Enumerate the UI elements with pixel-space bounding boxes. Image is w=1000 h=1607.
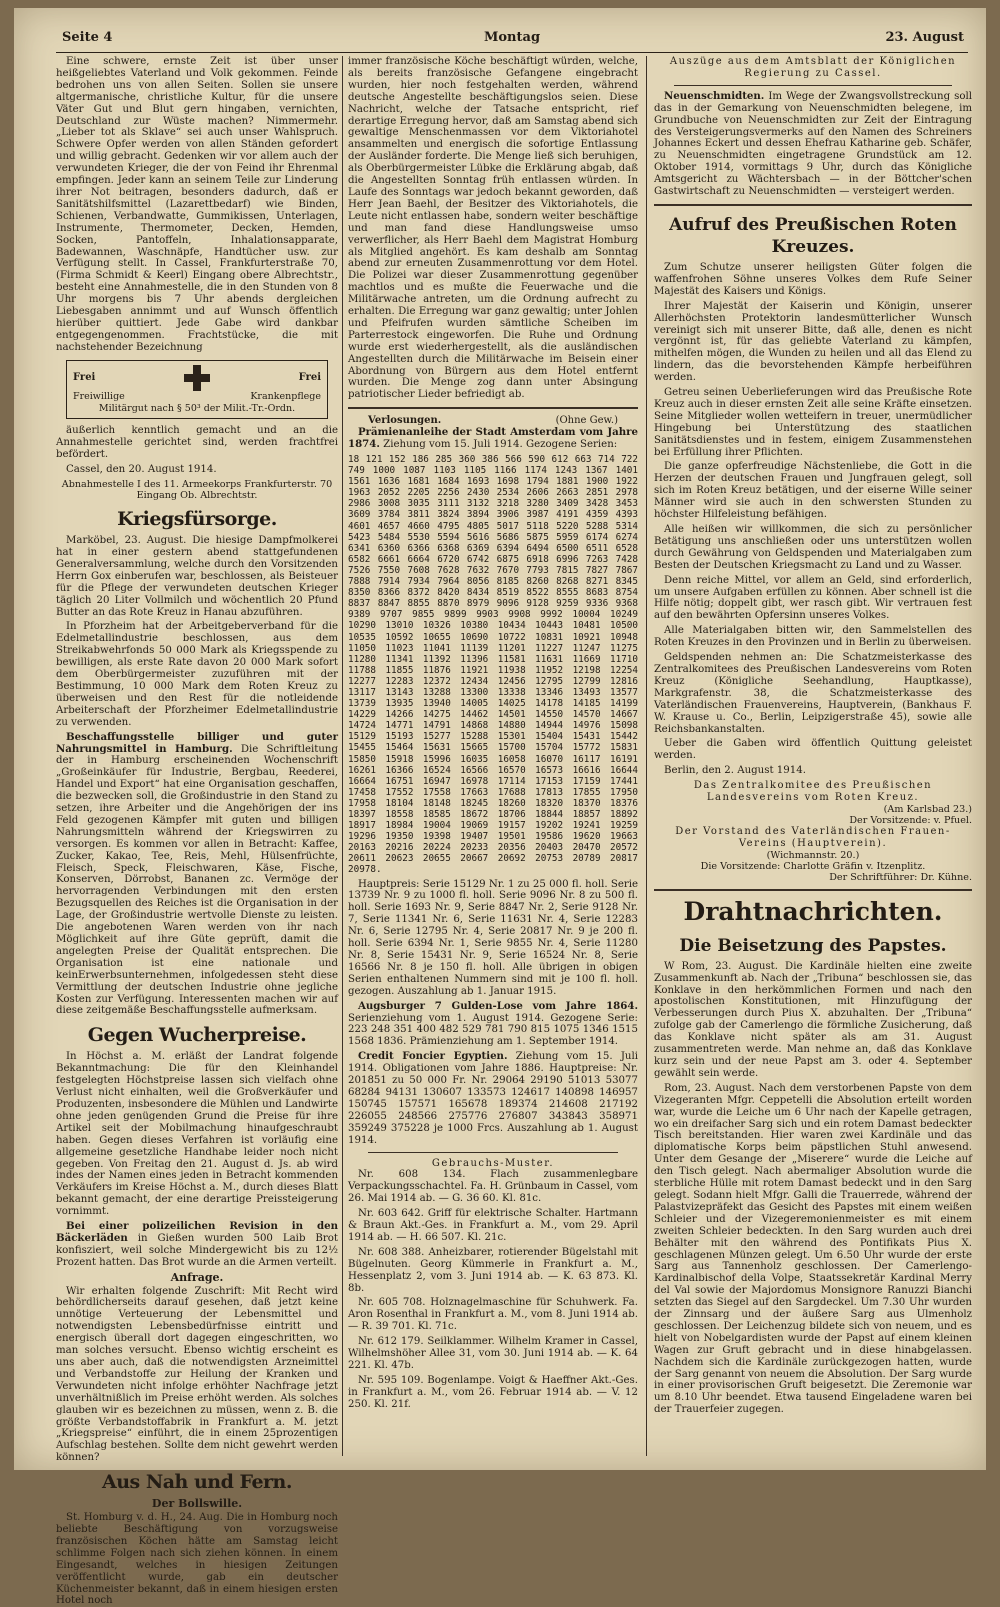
paragraph: Die Schriftleitung der in Hamburg erscheinenden Wochenschrift „Großeinkäufer für Industrie, Bergbau, Reederei, Handel und Export“ hat eine Organisation geschaffen, die bezwecken soll, die Großindustrie in den Stand zu setzen, ihre Arbeiter und die Angehörigen der ins Feld gezogenen Kämpfer mit guten und billigen Nahrungsmitteln während der Kriegswirren zu versorgen. Es kommen vor allen in Betracht: Kaffee, Zucker, Kakao, Tee, Reis, Mehl, Hülsenfrüchte, Fleisch, Speck, Fleischwaren, Käse, Fische, Konserven, Dörrobst, Bananen zc. Vermöge der hervorragenden Verbindungen mit den ersten Bezugsquellen des Reiches ist die Organisation in der Lage, der Großindustrie wertvolle Dienste zu leisten. Die angebotenen Waren werden von ihr nach Möglichkeit auf ihre Güte geprüft, damit die angelegten Preise der Qualität entsprechen. Die Organisation ist eine nationale und keinErwerbsunternehmen, infolgedessen steht diese Vermittlung der deutschen Industrie ohne jegliche Kosten zur Verfügung. Interessenten machen wir auf diese zeitgemäße Beschaffungsstelle aufmerksam.: [56, 743, 338, 1017]
paragraph: in Gießen wurden 500 Laib Brot konfisziert, weil solche Mindergewicht bis zu 12½ Prozent hatten. Das Brot wurde an die Armen verteilt.: [56, 1232, 338, 1268]
paragraph: W Rom, 23. August. Die Kardinäle hielten eine zweite Zusammenkunft ab. Nach der „Tribuna“ beschlossen sie, das Konklave in den herkömmlichen Formen und nach den apostolischen Konstitutionen, mit Hinzufügung der Verbesserungen durch Pius X. abzuhalten. Der „Tribuna“ zufolge gab der Camerlengo die förmliche Zusicherung, daß das Konklave nicht später als am 31. August zusammentreten werde. Man nehme an, daß das Konklave kurz sein und der neue Papst am 3. oder 4. September gewählt sein werde.: [654, 960, 972, 1079]
verlosungen-title: Verlosungen.: [368, 415, 442, 427]
column-divider: [646, 56, 647, 1456]
header-rule: [56, 52, 968, 53]
section-heading: Regierung zu Cassel.: [744, 67, 882, 79]
lottery-heading: Augsburger 7 Gulden-Lose vom Jahre 1864.: [358, 999, 638, 1012]
paragraph-head: Beschaffungsstelle billiger und guter Nahrungsmittel in Hamburg.: [56, 730, 338, 755]
signature-line: Landesvereins vom Roten Kreuz.: [706, 792, 920, 804]
signature-line: Die Vorsitzende: Charlotte Gräfin v. Itzenplitz.: [700, 860, 926, 872]
column-divider: [342, 56, 343, 1456]
paragraph: In Pforzheim hat der Arbeitgeberverband für die Edelmetallindustrie beschlossen, aus dem Streikabwehrfonds 50 000 Mark als Kriegsspende zu bewilligen, als erste Rate davon 20 000 Mark sofort dem Oberbürgermeister zuzuführen mit der Bestimmung, 10 000 Mark dem Roten Kreuz zu überweisen und den Rest für die notleidende Arbeiterschaft der Pforzheimer Edelmetallindustrie zu verwenden.: [56, 621, 338, 728]
paragraph: Geldspenden nehmen an: Die Schatzmeisterkasse des Zentralkomitees des Preußischen Landesvereins vom Roten Kreuz (Königliche Seehandlung, Hauptkasse), Markgrafenstr. 38, die Schatzmeisterkasse des Vaterländischen Frauenvereins, Hauptverein, (Bankhaus F. W. Krause u. Co., Berlin, Leipzigerstraße 45), sowie alle Reichsbankanstalten.: [654, 652, 972, 735]
column-1: [56, 56, 338, 1607]
list-item: Nr. 605 708. Holznagelmaschine für Schuhwerk. Fa. Aron Rosenthal in Frankfurt a. M., vom 8. Juni 1914 ab. — R. 39 701. Kl. 71c.: [348, 1297, 638, 1333]
signature-line: Der Vorstand des Vaterländischen Frauen-: [675, 825, 951, 837]
paragraph: Ihrer Majestät der Kaiserin und Königin, unserer Allerhöchsten Protektorin landesmütterlicher Wunsch vereinigt sich mit unserer Bitte, daß alle, denen es nicht vergönnt ist, für das geliebte Vaterland zu kämpfen, mithelfen mögen, die Wunden zu heilen und all das Elend zu lindern, das die bevorstehenden Kämpfe herbeiführen werden.: [654, 300, 972, 384]
page-header: [14, 8, 986, 45]
box-right-label: Krankenpflege: [250, 390, 321, 402]
subheading: Anfrage.: [170, 1270, 224, 1284]
newspaper-page: [14, 8, 986, 1607]
divider: [674, 85, 952, 86]
divider: [654, 889, 972, 891]
paragraph: Hauptpreis: Serie 15129 Nr. 1 zu 25 000 fl. holl. Serie 13739 Nr. 9 zu 1000 fl. holl. Serie 9096 Nr. 8 zu 500 fl. holl. Serie 1693 Nr. 9, Serie 8847 Nr. 2, Serie 9128 Nr. 7, Serie 11341 Nr. 6, Serie 11631 Nr. 4, Serie 12283 Nr. 6, Serie 12795 Nr. 4, Serie 20817 Nr. 9 je 200 fl. holl. Serie 6394 Nr. 1, Serie 9855 Nr. 4, Serie 11280 Nr. 8, Serie 15431 Nr. 9, Serie 16524 Nr. 8, Serie 16566 Nr. 8 je 150 fl. holl. Alle übrigen in obigen Serien enthaltenen Nummern sind mit je 100 fl. holl. gezogen. Auszahlung ab 1. Januar 1915.: [348, 878, 638, 997]
header-day: Montag: [484, 30, 541, 45]
paragraph: Marköbel, 23. August. Die hiesige Dampfmolkerei hat in einer gestern abend stattgefundenen Generalversammlung, welche durch den Vorsitzenden Herrn Gox einberufen war, beschlossen, als Beisteuer für die Pflege der verwundeten deutschen Krieger täglich 20 Liter Vollmilch und wöchentlich 20 Pfund Butter an das Rote Kreuz in Hanau abzuführen.: [56, 535, 338, 618]
paragraph-head: Neuenschmidten.: [664, 89, 765, 102]
lottery-intro: Ziehung vom 15. Juli 1914. Gezogene Serien:: [383, 439, 618, 451]
list-item: Nr. 608 134. Flach zusammenlegbare Verpackungsschachtel. Fa. H. Grünbaum in Cassel, vom 26. Mai 1914 ab. — G. 36 60. Kl. 81c.: [348, 1169, 638, 1205]
header-date: 23. August: [885, 30, 964, 45]
section-heading: Auszüge aus dem Amtsblatt der Königlichen: [669, 56, 957, 67]
paragraph: Alle heißen wir willkommen, die sich zu persönlicher Betätigung uns anschließen oder uns unterstützen wollen durch Gewährung von Geldspenden und Materialgaben zum Besten der Deutschen Kriegsmacht zu Land und zu Wasser.: [654, 524, 972, 571]
lottery-heading: Credit Foncier Egyptien.: [358, 1050, 508, 1063]
lottery-heading: Prämienanleihe der Stadt Amsterdam vom Jahre 1874.: [348, 426, 638, 451]
header-page-number: Seite 4: [62, 30, 113, 45]
section-heading: Aus Nah und Fern.: [102, 1471, 292, 1494]
divider: [348, 407, 638, 409]
signature-line: Eingang Ob. Albrechtstr.: [136, 490, 258, 502]
signature-line: Das Zentralkomitee des Preußischen: [693, 780, 933, 792]
verlosungen-note: (Ohne Gew.): [555, 415, 618, 427]
signature-line: (Wichmannstr. 20.): [766, 849, 860, 861]
section-heading: Drahtnachrichten.: [683, 896, 943, 926]
box-left-label: Freiwillige: [73, 390, 125, 402]
section-heading: Gebrauchs-Muster.: [431, 1157, 555, 1169]
column-3: [654, 56, 972, 1460]
divider: [368, 1152, 618, 1153]
paragraph: In Höchst a. M. erläßt der Landrat folgende Bekanntmachung: Die für den Kleinhandel festgelegten Höchstpreise lassen sich vielfach ohne Verlust nicht einhalten, weil die Großverkäufer und Produzenten, insbesondere die Mühlen und Landwirte ohne jeden genügenden Grund die Preise für ihre Artikel seit der Mobilmachung hinaufgeschraubt haben. Gegen dieses Verfahren ist vorläufig eine allgemeine gesetzliche Handhabe leider noch nicht gegeben. Von Freitag den 21. August d. Js. ab wird indes der Namen eines jeden in Betracht kommenden Verkäufers im Kreise Höchst a. M., durch dieses Blatt bekannt gemacht, der eine derartige Preissteigerung vornimmt.: [56, 1051, 338, 1218]
paragraph: äußerlich kenntlich gemacht und an die Annahmestelle gerichtet sind, werden frachtfrei befördert.: [56, 425, 338, 461]
paragraph-head: Bei einer polizeilichen Revision in den Bäckerläden: [56, 1220, 338, 1244]
signature-line: Der Vorsitzende: v. Pfuel.: [849, 814, 972, 826]
red-cross-icon: [184, 365, 210, 391]
appeal-text: Eine schwere, ernste Zeit ist über unser heißgeliebtes Vaterland und Volk gekommen. Feinde bedrohen uns von allen Seiten. Sollen sie unsere altgermanische, christliche Kultur, für die unsere Väter Gut und Blut gern hingaben, vernichten, Deutschland zur Wüste machen? Nimmermehr. „Lieber tot als Sklave“ sei auch unser Wahlspruch. Schwere Opfer werden von allen Ständen gefordert und willig gebracht. Gedenken wir vor allem auch der verwundeten Krieger, die der von Feind ihr Ehrenmal empfingen. Jeder kann an seinem Teile zur Linderung ihrer Not beitragen, besonders dadurch, daß er Sanitätshilfsmittel (Lazarettbedarf) wie Binden, Schienen, Verbandwatte, Gummikissen, Unterlagen, Instrumente, Thermometer, Decken, Hemden, Socken, Pantoffeln, Inhalationsapparate, Badewannen, Waschnäpfe, Handtücher usw. zur Verfügung stellt. In Cassel, Frankfurterstraße 70, (Firma Schmidt & Keerl) Eingang obere Albrechtstr., besteht eine Annahmestelle, die in den Stunden von 8 Uhr morgens bis 7 Uhr abends dergleichen Liebesgaben annimmt und auf Wunsch öffentlich hierüber quittiert. Jede Gabe wird dankbar entgegengenommen. Frachtstücke, die mit nachstehender Bezeichnung: [56, 56, 338, 353]
paragraph: Die ganze opferfreudige Nächstenliebe, die Gott in die Herzen der deutschen Frauen und Jungfrauen gelegt, soll sich im Roten Kreuz betätigen, und der eiserne Wille seiner Männer wird sie auch in den schwersten Stunden zu höchster Hilfeleistung befähigen.: [654, 461, 972, 521]
paragraph: Ueber die Gaben wird öffentlich Quittung geleistet werden.: [654, 738, 972, 762]
paragraph: Alle Materialgaben bitten wir, den Sammelstellen des Roten Kreuzes in den Provinzen und in Berlin zu überweisen.: [654, 625, 972, 649]
paragraph: Denn reiche Mittel, vor allem an Geld, sind erforderlich, um unsere Aufgaben erfüllen zu können. Aber schnell ist die Hilfe nötig; doppelt gibt, wer rasch gibt. Wir vertrauen fest auf den bewährten Opfersinn unseres Volkes.: [654, 574, 972, 622]
paragraph: Getreu seinen Ueberlieferungen wird das Preußische Rote Kreuz auch in dieser ernsten Zeit alle seine Kräfte einsetzen. Seine Mitglieder wollen wetteifern in treuer, unermüdlicher Hingebung bei Unterstützung des staatlichen Sanitätsdienstes und in festem, einigem Zusammenstehen bei Erfüllung ihrer Pflichten.: [654, 387, 972, 458]
paragraph: Rom, 23. August. Nach dem verstorbenen Papste von dem Vizegeranten Mfgr. Ceppetelli die Absolution erteilt worden war, wurde die Leiche um 6 Uhr nach der Kapelle getragen, wo ein dreifacher Sarg sich und ein rotem Damast bedeckter Tisch bereitstanden. Hier waren zwei Kardinäle und das diplomatische Korps beim päpstlichen Stuhl anwesend. Unter dem Gesange der „Miserere“ wurde die Leiche auf den Tisch gelegt. Nach abermaliger Absolution wurde die sterbliche Hülle mit rotem Damast bedeckt und in den Sarg gelegt. Sodann hielt Mfgr. Galli die Trauerrede, während der Palastvizepräfekt das Gesicht des Papstes mit einem weißen Schleier und der Vizegeremonienmeister es mit einem zweiten Schleier bedeckten. In den Sarg wurden auch drei Behälter mit den während des Pontifikats Pius X. geschlagenen Münzen gelegt. Um 6.50 Uhr wurde der erste Sarg aus Tannenholz geschlossen. Der Camerlengo-Kardinalbischof della Volpe, Staatssekretär Kardinal Merry del Val sowie der Majordomus Monsignore Ranuzzi Bianchi setzten das Siegel auf den Sargdeckel. Um 7.30 Uhr wurden der Zinnsarg und der äußere Sarg aus Ulmenholz geschlossen. Der Leichenzug bildete sich von neuem, und es hielt von Nobelgardisten wurde der Papst auf einem kleinen Wagen zur Gruft gebracht und in diese hinabgelassen. Nachdem sich die Kardinäle zurückgezogen hatten, wurde der Sarg genannt von neuem die Absolution. Der Sarg wurde in einer provisorischen Gruft beigesetzt. Die Zeremonie war um 8.10 Uhr beendet. Etwa tausend Eingeladene waren bei der Trauerfeier zugegen.: [654, 1082, 972, 1416]
box-line: Militärgut nach § 50³ der Milit.-Tr.-Ordn.: [98, 402, 296, 414]
box-frei-left: Frei: [73, 371, 96, 383]
series-numbers: 18 121 152 186 285 360 386 566 590 612 663 714 722 749 1000 1087 1103 1105 1166 1174 1243 1367 1401 1561 1636 1681 1684 1693 1698 1794 1881 1900 1922 1963 2052 2205 2256 2430 2534 2606 2663 2851 2978 2986 3008 3035 3111 3132 3218 3280 3409 3428 3453 3609 3784 3811 3824 3894 3906 3987 4191 4359 4393 4601 4657 4660 4795 4805 5017 5118 5220 5288 5314 5423 5484 5530 5594 5616 5686 5875 5959 6174 6274 6341 6360 6366 6368 6369 6394 6494 6500 6511 6528 6582 6661 6664 6720 6742 6875 6918 6996 7263 7428 7526 7550 7608 7628 7632 7670 7793 7815 7827 7867 7888 7914 7934 7964 8056 8185 8260 8268 8271 8345 8350 8366 8372 8420 8434 8519 8522 8555 8683 8754 8837 8847 8855 8870 8979 9096 9128 9259 9336 9368 9389 9707 9855 9899 9903 9908 9992 10004 10249 10290 13010 10326 10380 10434 10443 10481 10500 10535 10592 10655 10690 10722 10831 10921 10948 11050 11023 11041 11139 11201 11227 11247 11275 11280 11341 11392 11396 11581 11631 11669 11710 11788 11855 11876 11921 11938 11952 12198 12254 12277 12283 12372 12434 12456 12795 12799 12816 13117 13143 13288 13300 13338 13346 13493 13577 13739 13935 13940 14005 14025 14178 14185 14199 14229 14266 14275 14462 14501 14550 14570 14667 14724 14771 14791 14868 14880 14944 14976 15098 15129 15193 15277 15288 15301 15404 15431 15442 15455 15464 15631 15665 15700 15704 15772 15831 15850 15918 15996 16035 16058 16070 16117 16191 16261 16366 16524 16566 16570 16573 16616 16644 16664 16751 16947 16978 17114 17153 17159 17441 17458 17552 17558 17663 17688 17813 17855 17950 17958 18104 18148 18245 18260 18320 18370 18376 18397 18558 18585 18672 18706 18844 18857 18892 18917 18984 19004 19069 19157 19202 19241 19259 19296 19350 19398 19407 19501 19586 19620 19663 20163 20216 20224 20233 20356 20403 20470 20572 20611 20623 20655 20667 20692 20753 20789 20817 20978.: [348, 454, 638, 876]
label-box: [66, 360, 328, 420]
paragraph: Wir erhalten folgende Zuschrift: Mit Recht wird behördlicherseits darauf gesehen, daß jetzt keine unnötige Verteuerung der Lebensmittel und notwendigsten Lebensbedürfnisse eintritt und energisch überall dort dagegen eingeschritten, wo man solches versucht. Ebenso wichtig erscheint es uns aber auch, daß die notwendigsten Arzneimittel und Verbandstoffe zur Heilung der Kranken und Verwundeten nicht infolge erhöhter Nachfrage jetzt unverhältnißlich im Preise erhöht werden. Als solches glauben wir es bezeichnen zu müssen, wenn z. B. die größte Verbandstoffabrik in Frankfurt a. M. jetzt „Kriegspreise“ einführt, die in einem 25prozentigen Aufschlag bestehen. Sollte dem nicht gewehrt werden können?: [56, 1285, 338, 1464]
section-heading: Kriegsfürsorge.: [117, 508, 277, 531]
column-2: [348, 56, 638, 1460]
signature-line: Vereins (Hauptverein).: [738, 837, 888, 849]
box-frei-right: Frei: [298, 371, 321, 383]
paragraph: Zum Schutze unserer heiligsten Güter folgen die waffenfrohen Söhne unseres Volkes dem Rufe Seiner Majestät des Kaisers und Königs.: [654, 261, 972, 297]
list-item: Nr. 595 109. Bogenlampe. Voigt & Haeffner Akt.-Ges. in Frankfurt a. M., vom 26. Februar 1914 ab. — V. 12 250. Kl. 21f.: [348, 1374, 638, 1410]
dateline: Berlin, den 2. August 1914.: [664, 765, 806, 777]
paragraph: Serienziehung vom 1. August 1914. Gezogene Serie: 223 248 351 400 482 529 781 790 815 1075 1346 1515 1568 1836. Prämienziehung am 1. September 1914.: [348, 1012, 638, 1048]
subheading: Der Bollswille.: [151, 1497, 243, 1511]
paragraph: Im Wege der Zwangsvollstreckung soll das in der Gemarkung von Neuenschmidten belegene, im Grundbuche von Neuenschmidten zur Zeit der Eintragung des Versteigerungsvermerks auf den Namen des Schreiners Johannes Eckert und dessen Ehefrau Katharine geb. Schäfer, zu Neuenschmidten eingetragene Grundstück am 12. Oktober 1914, vormittags 9 Uhr, durch das Königliche Amtsgericht zu Wächtersbach — in der Böttcher'schen Gastwirtschaft zu Neuenschmidten — versteigert werden.: [654, 90, 972, 198]
paragraph: Ziehung vom 15. Juli 1914. Obligationen vom Jahre 1886. Hauptpreise: Nr. 201851 zu 50 000 Fr. Nr. 29064 29190 51013 53077 68284 94131 130607 133573 124617 140898 146957 150745 157571 165678 189374 214608 217192 226055 248566 275776 276807 343843 358971 359249 375228 je 1000 Frcs. Auszahlung ab 1. August 1914.: [348, 1051, 638, 1146]
list-item: Nr. 608 388. Anheizbarer, rotierender Bügelstahl mit Bügelnuten. Georg Kümmerle in Frankfurt a. M., Hessenplatz 2, vom 3. Juni 1914 ab. — K. 63 873. Kl. 8b.: [348, 1246, 638, 1294]
signature-line: Abnahmestelle I des 11. Armeekorps Frankfurterstr. 70: [61, 479, 333, 491]
paragraph: St. Homburg v. d. H., 24. Aug. Die in Homburg noch beliebte Beschäftigung von vorzugsweise französischen Köchen hätte am Samstag leicht schlimme Folgen nach sich ziehen können. In einem Eingesandt, welches in hiesigen Zeitungen veröffentlicht wurde, gab ein deutscher Küchenmeister bekannt, daß in einem hiesigen ersten Hotel noch: [56, 1512, 338, 1607]
list-item: Nr. 603 642. Griff für elektrische Schalter. Hartmann & Braun Akt.-Ges. in Frankfurt a. M., vom 29. April 1914 ab. — H. 66 507. Kl. 21c.: [348, 1208, 638, 1243]
section-heading: Die Beisetzung des Papstes.: [679, 935, 947, 956]
signature-line: Der Schriftführer: Dr. Kühne.: [829, 871, 972, 883]
section-heading: Gegen Wucherpreise.: [87, 1024, 307, 1047]
dateline: Cassel, den 20. August 1914.: [66, 464, 217, 476]
divider: [654, 204, 972, 206]
paragraph: immer französische Köche beschäftigt würden, welche, als bereits französische Gefangene eingebracht wurden, hier noch festgehalten werden, während deutsche Angestellte beschäftigungslos seien. Diese Nachricht, welche der Tatsache entspricht, rief derartige Erregung hervor, daß am Samstag abend sich gewaltige Menschenmassen vor dem Viktoriahotel ansammelten und energisch die sofortige Entlassung der Ausländer forderte. Die Menge ließ sich beruhigen, als Oberbürgermeister Lübke die Erklärung abgab, daß die Angestellten Sonntag früh entlassen würden. In Laufe des Sonntags war jedoch bekannt geworden, daß Herr Jean Baehl, der Besitzer des Viktoriahotels, die Leute nicht entlassen habe, sondern weiter beschäftige und man fand diese Handlungsweise umso verwerflicher, als Herr Baehl dem Magistrat Homburg als Mitglied angehört. Es kam deshalb am Sonntag abend zur erneuten Zusammenrottung vor dem Hotel. Die Polizei war dieser Zusammenrottung gegenüber machtlos und es mußte die Feuerwache und die Militärwache antreten, um die Ordnung aufrecht zu erhalten. Die Erregung war ganz gewaltig; unter Johlen und Pfeifrufen wurden sämtliche Scheiben im Parterrestock eingeworfen. Die Ruhe und Ordnung wurde erst wiederhergestellt, als die ausländischen Angestellten durch die Militärwache im Beisein einer Abordnung von Bürgern aus dem Hotel entfernt wurden. Die Menge zog dann unter Absingung patriotischer Lieder befriedigt ab.: [348, 56, 638, 401]
signature-line: (Am Karlsbad 23.): [883, 803, 972, 815]
section-heading: Aufruf des Preußischen Roten Kreuzes.: [669, 214, 957, 257]
list-item: Nr. 612 179. Seilklammer. Wilhelm Kramer in Cassel, Wilhelmshöher Allee 31, vom 30. Juni 1914 ab. — K. 64 221. Kl. 47b.: [348, 1336, 638, 1371]
